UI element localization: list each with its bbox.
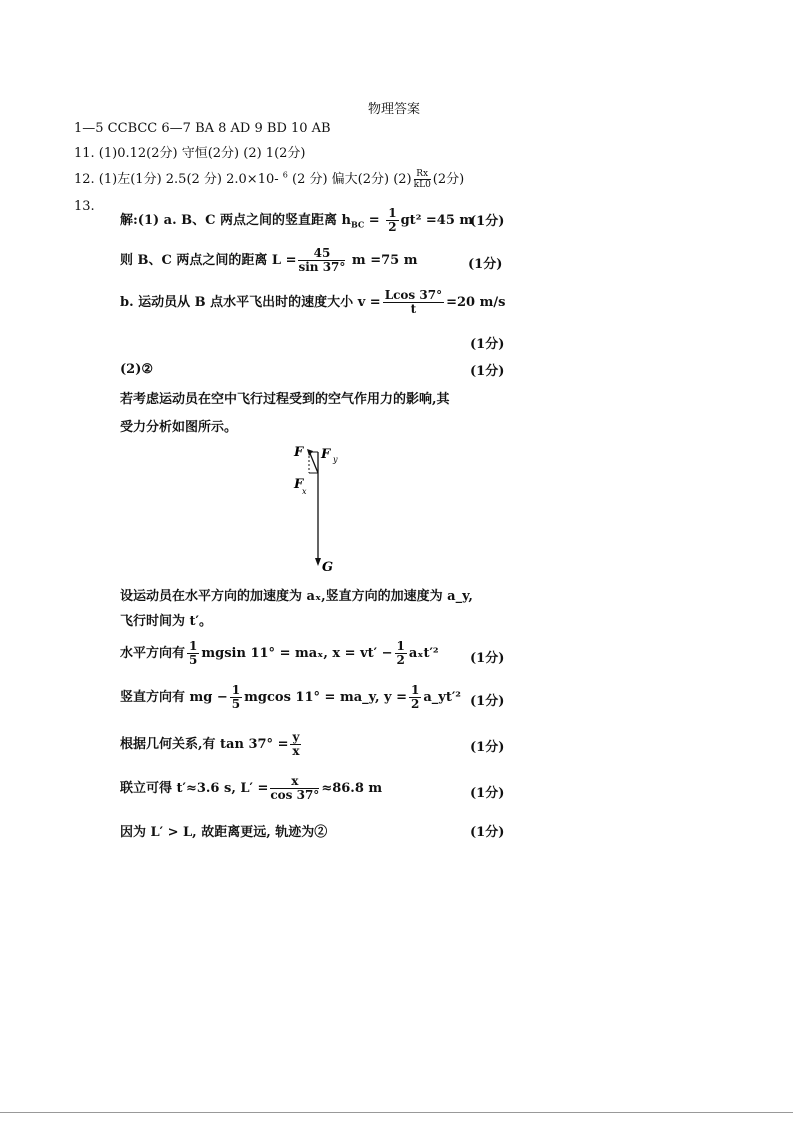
line3-fraction-num: Rx (414, 169, 431, 180)
step-1-sub: BC (351, 219, 365, 230)
eq-v-text: 竖直方向有 mg − (120, 690, 228, 705)
eq-v-fraction-1-den: 5 (231, 697, 241, 711)
step-4: (2)② (120, 362, 154, 377)
paragraph-1: 若考虑运动员在空中飞行过程受到的空气作用力的影响,其 (120, 392, 450, 407)
eq-r-fraction-num: x (270, 775, 319, 789)
step-2-text: 则 B、C 两点之间的距离 L = (120, 253, 297, 268)
line3-fraction-den: kL0 (413, 180, 431, 190)
gravity-arrow-head (315, 558, 321, 566)
step-2-fraction-num: 45 (298, 247, 345, 261)
step-1-score: (1分) (470, 214, 505, 229)
eq-v-text-2: mgcos 11° = ma_y, y = (244, 690, 407, 705)
step-2-fraction-den: sin 37° (298, 260, 346, 274)
step-3-fraction (383, 289, 444, 316)
equation-geometry-score: (1分) (470, 740, 505, 755)
step-4-score: (1分) (470, 364, 505, 379)
eq-g-fraction (290, 731, 301, 758)
step-1-text-2: gt² =45 m (400, 213, 474, 228)
step-1-fraction (386, 207, 398, 234)
eq-g-fraction-num: y (292, 730, 300, 744)
eq-v-fraction-2 (409, 684, 421, 711)
conclusion-score: (1分) (470, 825, 505, 840)
equation-vertical (120, 684, 461, 711)
eq-g-text: 根据几何关系,有 tan 37° = (120, 737, 289, 752)
step-1 (120, 207, 473, 234)
step-3-fraction-den: t (410, 302, 417, 316)
force-label-fy-sub: y (333, 455, 338, 464)
step-1-text: 解:(1) a. B、C 两点之间的竖直距离 h (120, 213, 351, 228)
paragraph-4: 飞行时间为 t′。 (120, 614, 212, 629)
step-1-fraction-den: 2 (388, 220, 397, 234)
eq-r-text-2: ≈86.8 m (321, 781, 383, 796)
eq-h-text-2: mgsin 11° = maₓ, x = vt′ − (201, 646, 393, 661)
equation-geometry (120, 731, 303, 758)
eq-h-fraction-1-num: 1 (189, 639, 198, 653)
eq-h-text-3: aₓt′² (408, 646, 439, 661)
equation-result-score: (1分) (470, 786, 505, 801)
step-2-fraction (298, 247, 345, 274)
step-2-text-2: m =75 m (347, 253, 418, 268)
line3-text: 12. (1)左(1分) 2.5(2 分) 2.0×10- (74, 172, 283, 187)
eq-v-text-3: a_yt′² (423, 690, 461, 705)
force-label-fy: F (321, 447, 331, 462)
step-3-text: b. 运动员从 B 点水平飞出时的速度大小 v = (120, 295, 381, 310)
eq-v-fraction-1 (230, 684, 242, 711)
eq-h-text: 水平方向有 (120, 646, 186, 661)
eq-r-fraction (270, 775, 319, 802)
conclusion: 因为 L′ > L, 故距离更远, 轨迹为② (120, 825, 328, 840)
equation-horizontal (120, 640, 439, 667)
step-3-text-2: =20 m/s (446, 295, 506, 310)
equation-result (120, 775, 382, 802)
force-label-f: F (294, 445, 304, 460)
eq-r-fraction-den: cos 37° (270, 788, 320, 802)
force-label-fx: F (294, 477, 304, 492)
page-title: 物理答案 (368, 102, 421, 117)
eq-h-fraction-2 (395, 640, 407, 667)
step-1-fraction-num: 1 (388, 206, 397, 220)
eq-h-fraction-1 (187, 640, 199, 667)
answer-line-3 (74, 168, 464, 190)
force-label-fx-sub: x (302, 487, 307, 496)
step-3 (120, 289, 505, 316)
force-diagram (285, 438, 345, 578)
line3-score: (2分) (432, 172, 465, 187)
eq-v-fraction-2-num: 1 (410, 683, 420, 697)
line3-exponent: 6 (282, 170, 288, 180)
eq-g-fraction-den: x (292, 744, 300, 758)
paragraph-2: 受力分析如图所示。 (120, 420, 238, 435)
question-13-number: 13. (74, 199, 95, 214)
step-3-score: (1分) (470, 337, 505, 352)
eq-v-fraction-2-den: 2 (410, 697, 420, 711)
eq-r-text: 联立可得 t′≈3.6 s, L′ = (120, 781, 269, 796)
equation-horizontal-score: (1分) (470, 651, 505, 666)
answer-line-2: 11. (1)0.12(2分) 守恒(2分) (2) 1(2分) (74, 146, 306, 161)
line3-fraction (414, 169, 431, 190)
force-label-g: G (322, 560, 334, 575)
line3-text-2: (2 分) 偏大(2分) (2) (287, 172, 412, 187)
step-1-eq: = (364, 213, 385, 228)
eq-h-fraction-1-den: 5 (189, 653, 198, 667)
eq-h-fraction-2-den: 2 (396, 653, 405, 667)
equation-vertical-score: (1分) (470, 694, 505, 709)
page-bottom-divider (0, 1112, 793, 1113)
answer-line-1: 1—5 CCBCC 6—7 BA 8 AD 9 BD 10 AB (74, 121, 331, 136)
step-3-fraction-num: Lcos 37° (384, 288, 443, 302)
eq-v-fraction-1-num: 1 (231, 683, 241, 697)
paragraph-3: 设运动员在水平方向的加速度为 aₓ,竖直方向的加速度为 a_y, (120, 589, 473, 604)
eq-h-fraction-2-num: 1 (396, 639, 405, 653)
step-2 (120, 247, 417, 274)
step-2-score: (1分) (468, 257, 503, 272)
